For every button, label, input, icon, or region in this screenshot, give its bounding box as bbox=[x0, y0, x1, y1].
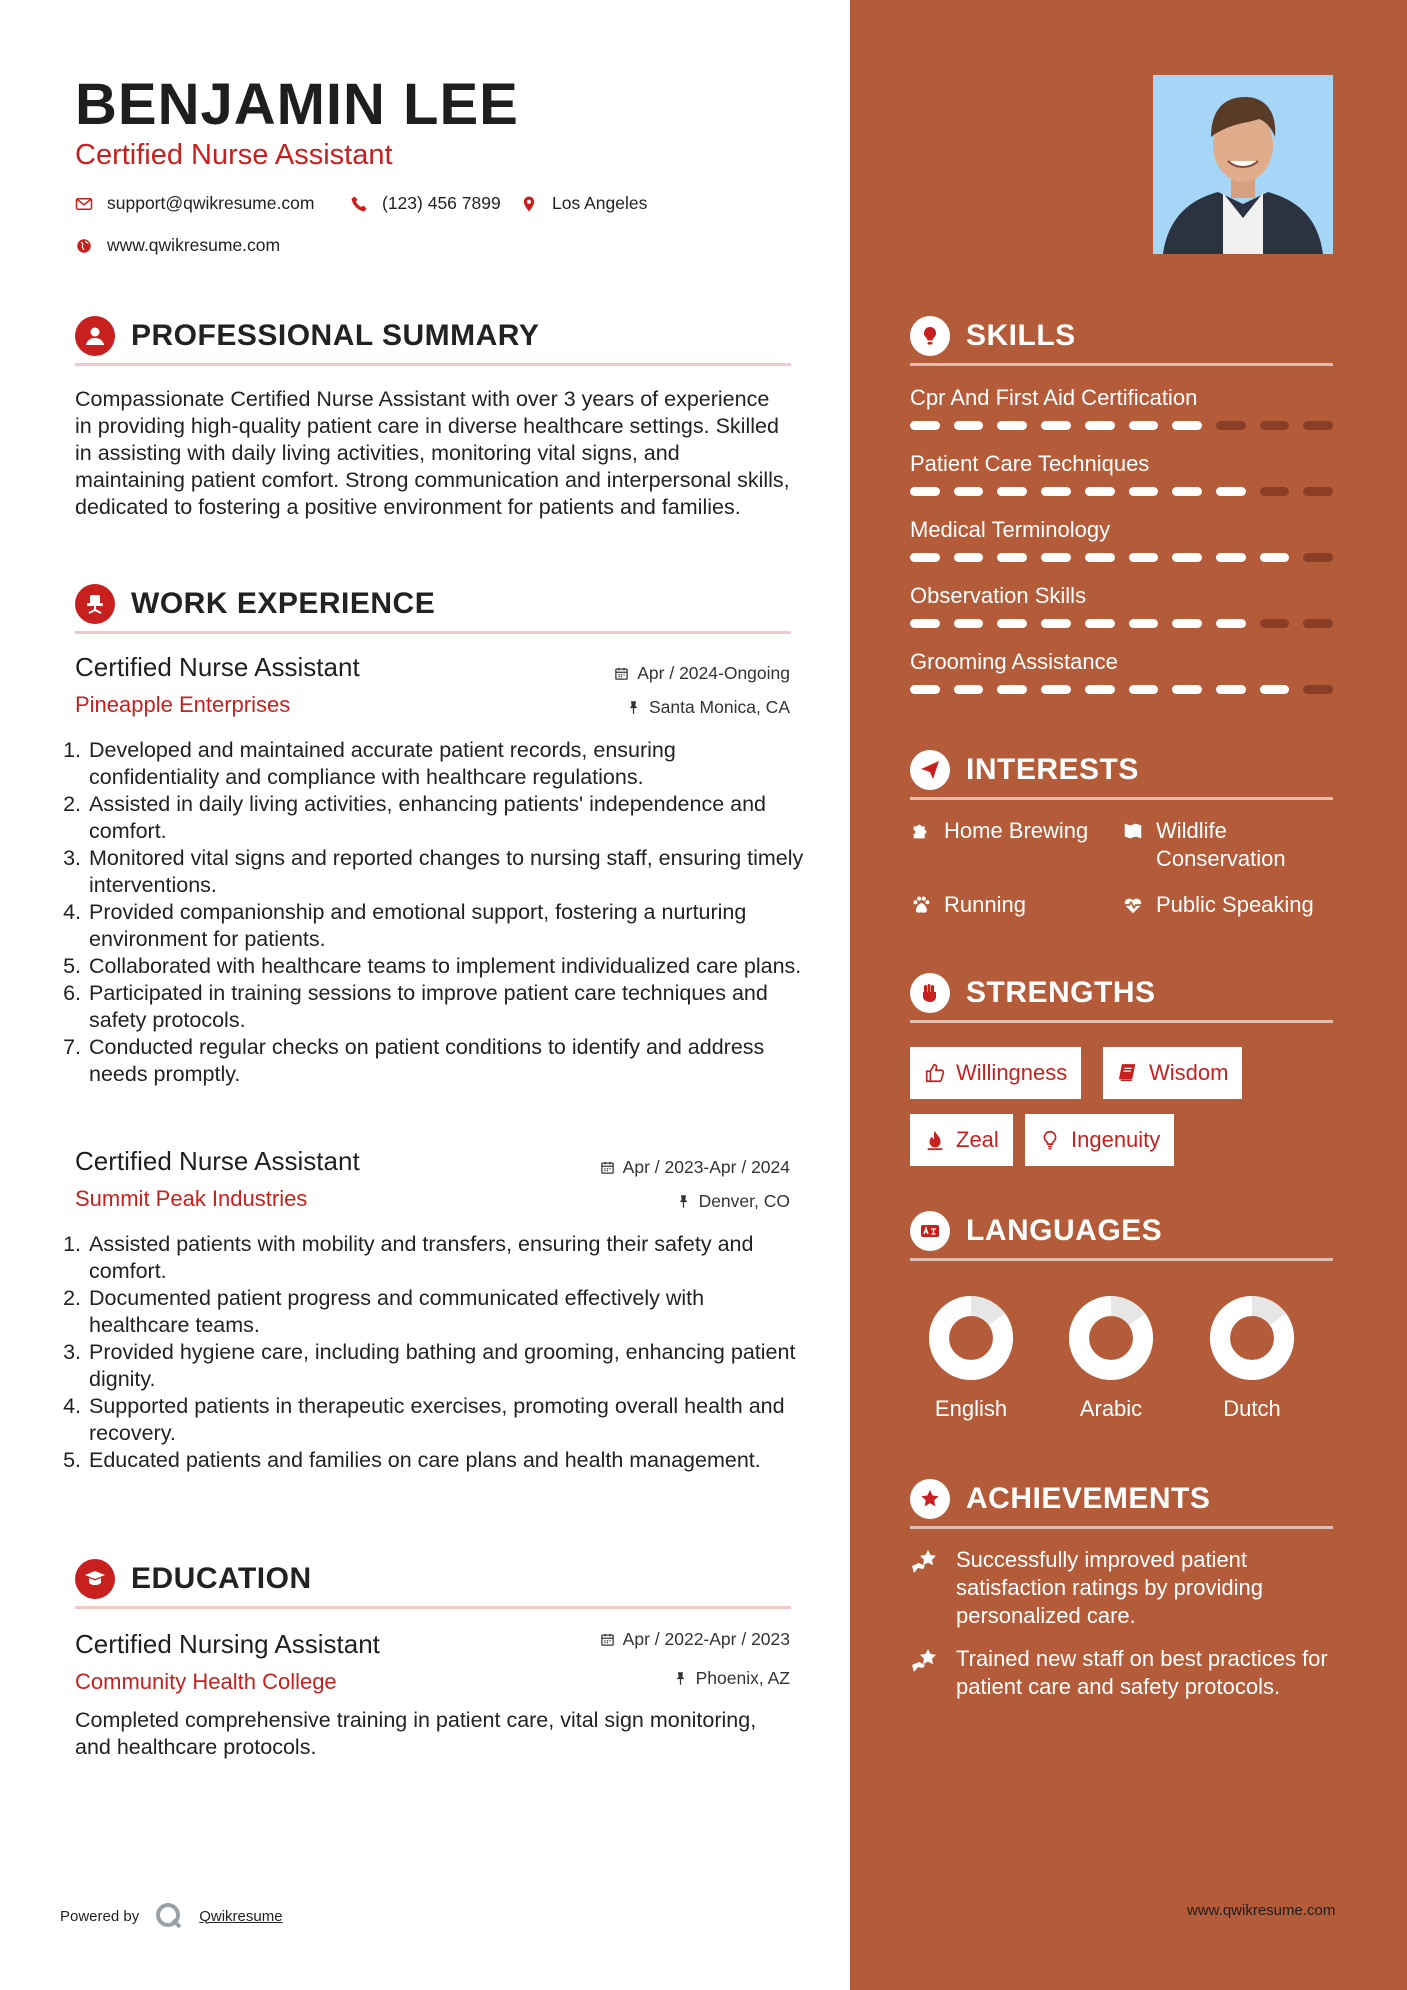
phone-text: (123) 456 7899 bbox=[382, 193, 501, 213]
list-item: 4. Supported patients in therapeutic exercises, promoting overall health and recovery. bbox=[87, 1393, 807, 1447]
interest-label: Home Brewing bbox=[944, 818, 1089, 843]
achievements-divider bbox=[910, 1526, 1333, 1529]
skill-dash-filled bbox=[1041, 685, 1071, 694]
skill-dash-empty bbox=[1260, 619, 1290, 628]
job-dates bbox=[490, 1157, 790, 1178]
skill-meter bbox=[910, 487, 1333, 496]
qwikresume-link[interactable]: Qwikresume bbox=[199, 1907, 283, 1925]
skills-heading-text: SKILLS bbox=[966, 319, 1076, 352]
skill-dash-filled bbox=[910, 619, 940, 628]
contact-location bbox=[520, 193, 647, 214]
strengths-heading bbox=[910, 973, 1156, 1013]
skill-dash-filled bbox=[1041, 553, 1071, 562]
strength-badge bbox=[1103, 1047, 1242, 1099]
candidate-name: BENJAMIN LEE bbox=[75, 72, 519, 137]
skill-dash-filled bbox=[1041, 619, 1071, 628]
skill-dash-empty bbox=[1260, 487, 1290, 496]
interests-heading-text: INTERESTS bbox=[966, 753, 1139, 786]
language-icon bbox=[910, 1211, 950, 1251]
education-dates bbox=[490, 1629, 790, 1650]
skill-dash-filled bbox=[910, 487, 940, 496]
lightbulb-icon bbox=[1039, 1129, 1061, 1151]
education-heading-text: EDUCATION bbox=[131, 1562, 312, 1595]
summary-divider bbox=[75, 363, 791, 366]
language-item bbox=[921, 1296, 1021, 1422]
strength-badge bbox=[910, 1114, 1013, 1166]
powered-by bbox=[60, 1900, 283, 1932]
job-location-text: Santa Monica, CA bbox=[648, 697, 790, 717]
skill-dash-filled bbox=[1172, 421, 1202, 430]
education-dates-text: Apr / 2022-Apr / 2023 bbox=[622, 1629, 790, 1649]
skill-dash-filled bbox=[1129, 685, 1159, 694]
list-item: 3. Provided hygiene care, including bathing and grooming, enhancing patient dignity. bbox=[87, 1339, 807, 1393]
interest-item bbox=[910, 817, 1110, 845]
degree-title: Certified Nursing Assistant bbox=[75, 1629, 380, 1659]
strength-badge bbox=[1025, 1114, 1174, 1166]
job-dates bbox=[490, 663, 790, 684]
skill-dash-filled bbox=[1216, 553, 1246, 562]
experience-heading bbox=[75, 584, 435, 624]
fire-icon bbox=[924, 1129, 946, 1151]
achievement-text: Successfully improved patient satisfaction ratings by providing personalized care. bbox=[956, 1547, 1263, 1628]
skill-dash-filled bbox=[1041, 421, 1071, 430]
skill-dash-filled bbox=[1172, 487, 1202, 496]
skill-dash-filled bbox=[1172, 553, 1202, 562]
map-pin-icon bbox=[520, 195, 538, 213]
education-location bbox=[490, 1668, 790, 1689]
job-bullets bbox=[70, 1231, 807, 1474]
skill-dash-empty bbox=[1303, 619, 1333, 628]
star-hand-icon bbox=[910, 1645, 942, 1677]
skill-dash-filled bbox=[1129, 553, 1159, 562]
education-text: Completed comprehensive training in patient care, vital sign monitoring, and healthcare protocols. bbox=[75, 1708, 757, 1759]
skill-dash-filled bbox=[997, 421, 1027, 430]
skill-dash-filled bbox=[1129, 619, 1159, 628]
language-donut bbox=[1069, 1296, 1153, 1380]
skill-dash-filled bbox=[1129, 487, 1159, 496]
phone-icon bbox=[350, 195, 368, 213]
strengths-heading-text: STRENGTHS bbox=[966, 976, 1156, 1009]
summary-text: Compassionate Certified Nurse Assistant with over 3 years of experience in providing high-quality patient care in diverse healthcare settings. Skilled in assisting with daily living activities, monitoring vital signs, and maintaining patient comfort. Strong communication and interpersonal skills, dedicated to fostering a positive environment for patients and families. bbox=[75, 387, 790, 519]
job-company: Pineapple Enterprises bbox=[75, 692, 291, 717]
job-dates-text: Apr / 2024-Ongoing bbox=[637, 663, 790, 683]
paw-icon bbox=[910, 894, 932, 916]
strength-badge bbox=[910, 1047, 1081, 1099]
skill-name: Grooming Assistance bbox=[910, 649, 1118, 674]
skill-item bbox=[910, 649, 1333, 715]
profile-photo bbox=[1153, 75, 1333, 254]
skill-dash-filled bbox=[1216, 685, 1246, 694]
achievements-heading-text: ACHIEVEMENTS bbox=[966, 1482, 1211, 1515]
skill-dash-filled bbox=[1216, 619, 1246, 628]
footer-website[interactable]: www.qwikresume.com bbox=[1187, 1902, 1336, 1919]
summary-heading-text: PROFESSIONAL SUMMARY bbox=[131, 319, 540, 352]
skill-name: Medical Terminology bbox=[910, 517, 1111, 542]
star-hand-icon bbox=[910, 1546, 942, 1578]
calendar-icon bbox=[600, 1632, 615, 1647]
office-chair-icon bbox=[75, 584, 115, 624]
list-item: 6. Participated in training sessions to improve patient care techniques and safety protocols. bbox=[87, 980, 807, 1034]
list-item: 1. Developed and maintained accurate patient records, ensuring confidentiality and compliance with healthcare regulations. bbox=[87, 737, 807, 791]
job-location bbox=[490, 697, 790, 718]
skill-item bbox=[910, 517, 1333, 583]
skill-meter bbox=[910, 685, 1333, 694]
lightbulb-icon bbox=[910, 316, 950, 356]
skill-dash-empty bbox=[1303, 421, 1333, 430]
envelope-icon bbox=[75, 195, 93, 213]
skill-dash-empty bbox=[1216, 421, 1246, 430]
strength-label: Ingenuity bbox=[1071, 1127, 1161, 1152]
contact-phone[interactable] bbox=[350, 193, 501, 214]
list-item: 2. Documented patient progress and communicated effectively with healthcare teams. bbox=[87, 1285, 807, 1339]
user-icon bbox=[75, 316, 115, 356]
powered-by-label: Powered by bbox=[60, 1907, 140, 1925]
education-heading bbox=[75, 1559, 312, 1599]
skill-dash-filled bbox=[910, 553, 940, 562]
language-name: Arabic bbox=[1079, 1396, 1143, 1421]
strengths-divider bbox=[910, 1020, 1333, 1023]
skill-dash-filled bbox=[954, 685, 984, 694]
job-dates-text: Apr / 2023-Apr / 2024 bbox=[622, 1157, 790, 1177]
list-item: 5. Educated patients and families on care plans and health management. bbox=[87, 1447, 807, 1474]
skill-dash-filled bbox=[1085, 685, 1115, 694]
list-item: 1. Assisted patients with mobility and transfers, ensuring their safety and comfort. bbox=[87, 1231, 807, 1285]
heartbeat-icon bbox=[1122, 894, 1144, 916]
book-icon bbox=[1117, 1062, 1139, 1084]
skill-name: Patient Care Techniques bbox=[910, 451, 1150, 476]
job-title: Certified Nurse Assistant bbox=[75, 652, 360, 682]
thumbs-up-icon bbox=[924, 1062, 946, 1084]
languages-divider bbox=[910, 1258, 1333, 1261]
language-item bbox=[1061, 1296, 1161, 1422]
interest-label: Running bbox=[944, 892, 1026, 917]
skills-list bbox=[910, 385, 1333, 715]
achievement-item bbox=[910, 1546, 1330, 1630]
skill-dash-filled bbox=[997, 619, 1027, 628]
skills-heading bbox=[910, 316, 1076, 356]
skill-item bbox=[910, 583, 1333, 649]
calendar-icon bbox=[600, 1160, 615, 1175]
interest-label: Wildlife Conservation bbox=[1156, 818, 1286, 871]
list-item: 5. Collaborated with healthcare teams to implement individualized care plans. bbox=[87, 953, 807, 980]
strength-label: Zeal bbox=[956, 1127, 999, 1152]
skill-dash-filled bbox=[1172, 685, 1202, 694]
skill-dash-empty bbox=[1303, 487, 1333, 496]
calendar-icon bbox=[614, 666, 629, 681]
skill-dash-filled bbox=[1216, 487, 1246, 496]
skill-item bbox=[910, 385, 1333, 451]
skill-dash-filled bbox=[1085, 421, 1115, 430]
interest-item bbox=[1122, 817, 1332, 873]
language-donut bbox=[1210, 1296, 1294, 1380]
skill-dash-filled bbox=[997, 553, 1027, 562]
education-location-text: Phoenix, AZ bbox=[695, 1668, 790, 1688]
pushpin-icon bbox=[626, 700, 641, 715]
school-name: Community Health College bbox=[75, 1669, 337, 1694]
skill-dash-empty bbox=[1303, 685, 1333, 694]
education-divider bbox=[75, 1606, 791, 1609]
skill-dash-filled bbox=[1129, 421, 1159, 430]
skill-dash-filled bbox=[1172, 619, 1202, 628]
skill-item bbox=[910, 451, 1333, 517]
fist-icon bbox=[910, 973, 950, 1013]
interest-item bbox=[910, 891, 1110, 919]
skill-dash-empty bbox=[1260, 421, 1290, 430]
skill-name: Cpr And First Aid Certification bbox=[910, 385, 1198, 410]
contact-website[interactable] bbox=[75, 235, 280, 256]
location-text: Los Angeles bbox=[552, 193, 648, 213]
skill-dash-filled bbox=[1085, 553, 1115, 562]
skill-dash-filled bbox=[954, 421, 984, 430]
list-item: 3. Monitored vital signs and reported changes to nursing staff, ensuring timely interventions. bbox=[87, 845, 807, 899]
job-title: Certified Nurse Assistant bbox=[75, 1146, 360, 1176]
languages-heading-text: LANGUAGES bbox=[966, 1214, 1163, 1247]
skill-dash-empty bbox=[1303, 553, 1333, 562]
interest-item bbox=[1122, 891, 1342, 919]
language-donut bbox=[929, 1296, 1013, 1380]
skill-dash-filled bbox=[1085, 619, 1115, 628]
strength-label: Willingness bbox=[956, 1060, 1068, 1085]
skill-dash-filled bbox=[910, 685, 940, 694]
skill-meter bbox=[910, 553, 1333, 562]
skill-dash-filled bbox=[1260, 553, 1290, 562]
job-location-text: Denver, CO bbox=[698, 1191, 790, 1211]
map-icon bbox=[1122, 820, 1144, 842]
globe-icon bbox=[75, 237, 93, 255]
star-badge-icon bbox=[910, 1479, 950, 1519]
list-item: 4. Provided companionship and emotional support, fostering a nurturing environment for patients. bbox=[87, 899, 807, 953]
pushpin-icon bbox=[676, 1194, 691, 1209]
pushpin-icon bbox=[673, 1671, 688, 1686]
skill-dash-filled bbox=[954, 553, 984, 562]
skill-dash-filled bbox=[910, 421, 940, 430]
achievements-heading bbox=[910, 1479, 1210, 1519]
language-name: English bbox=[934, 1396, 1008, 1421]
skills-divider bbox=[910, 363, 1333, 366]
strength-label: Wisdom bbox=[1149, 1060, 1229, 1085]
job-bullets bbox=[70, 737, 807, 1088]
qwikresume-logo-icon bbox=[153, 1900, 185, 1932]
job-company: Summit Peak Industries bbox=[75, 1186, 308, 1211]
language-name: Dutch bbox=[1223, 1396, 1281, 1421]
skill-meter bbox=[910, 619, 1333, 628]
interests-heading bbox=[910, 750, 1139, 790]
skill-dash-filled bbox=[1085, 487, 1115, 496]
puzzle-icon bbox=[910, 820, 932, 842]
skill-name: Observation Skills bbox=[910, 583, 1087, 608]
summary-heading bbox=[75, 316, 539, 356]
achievement-item bbox=[910, 1645, 1330, 1701]
website-text: www.qwikresume.com bbox=[107, 235, 281, 255]
skill-dash-filled bbox=[1260, 685, 1290, 694]
graduate-icon bbox=[75, 1559, 115, 1599]
list-item: 7. Conducted regular checks on patient conditions to identify and address needs promptly. bbox=[87, 1034, 807, 1088]
candidate-title: Certified Nurse Assistant bbox=[75, 139, 393, 171]
skill-dash-filled bbox=[1041, 487, 1071, 496]
languages-heading bbox=[910, 1211, 1162, 1251]
skill-meter bbox=[910, 421, 1333, 430]
interest-label: Public Speaking bbox=[1156, 892, 1314, 917]
achievement-text: Trained new staff on best practices for patient care and safety protocols. bbox=[956, 1646, 1328, 1699]
skill-dash-filled bbox=[997, 487, 1027, 496]
interests-divider bbox=[910, 797, 1333, 800]
email-text: support@qwikresume.com bbox=[107, 193, 315, 213]
language-item bbox=[1202, 1296, 1302, 1422]
experience-heading-text: WORK EXPERIENCE bbox=[131, 587, 436, 620]
paper-plane-icon bbox=[910, 750, 950, 790]
skill-dash-filled bbox=[997, 685, 1027, 694]
list-item: 2. Assisted in daily living activities, enhancing patients' independence and comfort. bbox=[87, 791, 807, 845]
job-location bbox=[490, 1191, 790, 1212]
skill-dash-filled bbox=[954, 487, 984, 496]
contact-email[interactable] bbox=[75, 193, 314, 214]
skill-dash-filled bbox=[954, 619, 984, 628]
experience-divider bbox=[75, 631, 791, 634]
